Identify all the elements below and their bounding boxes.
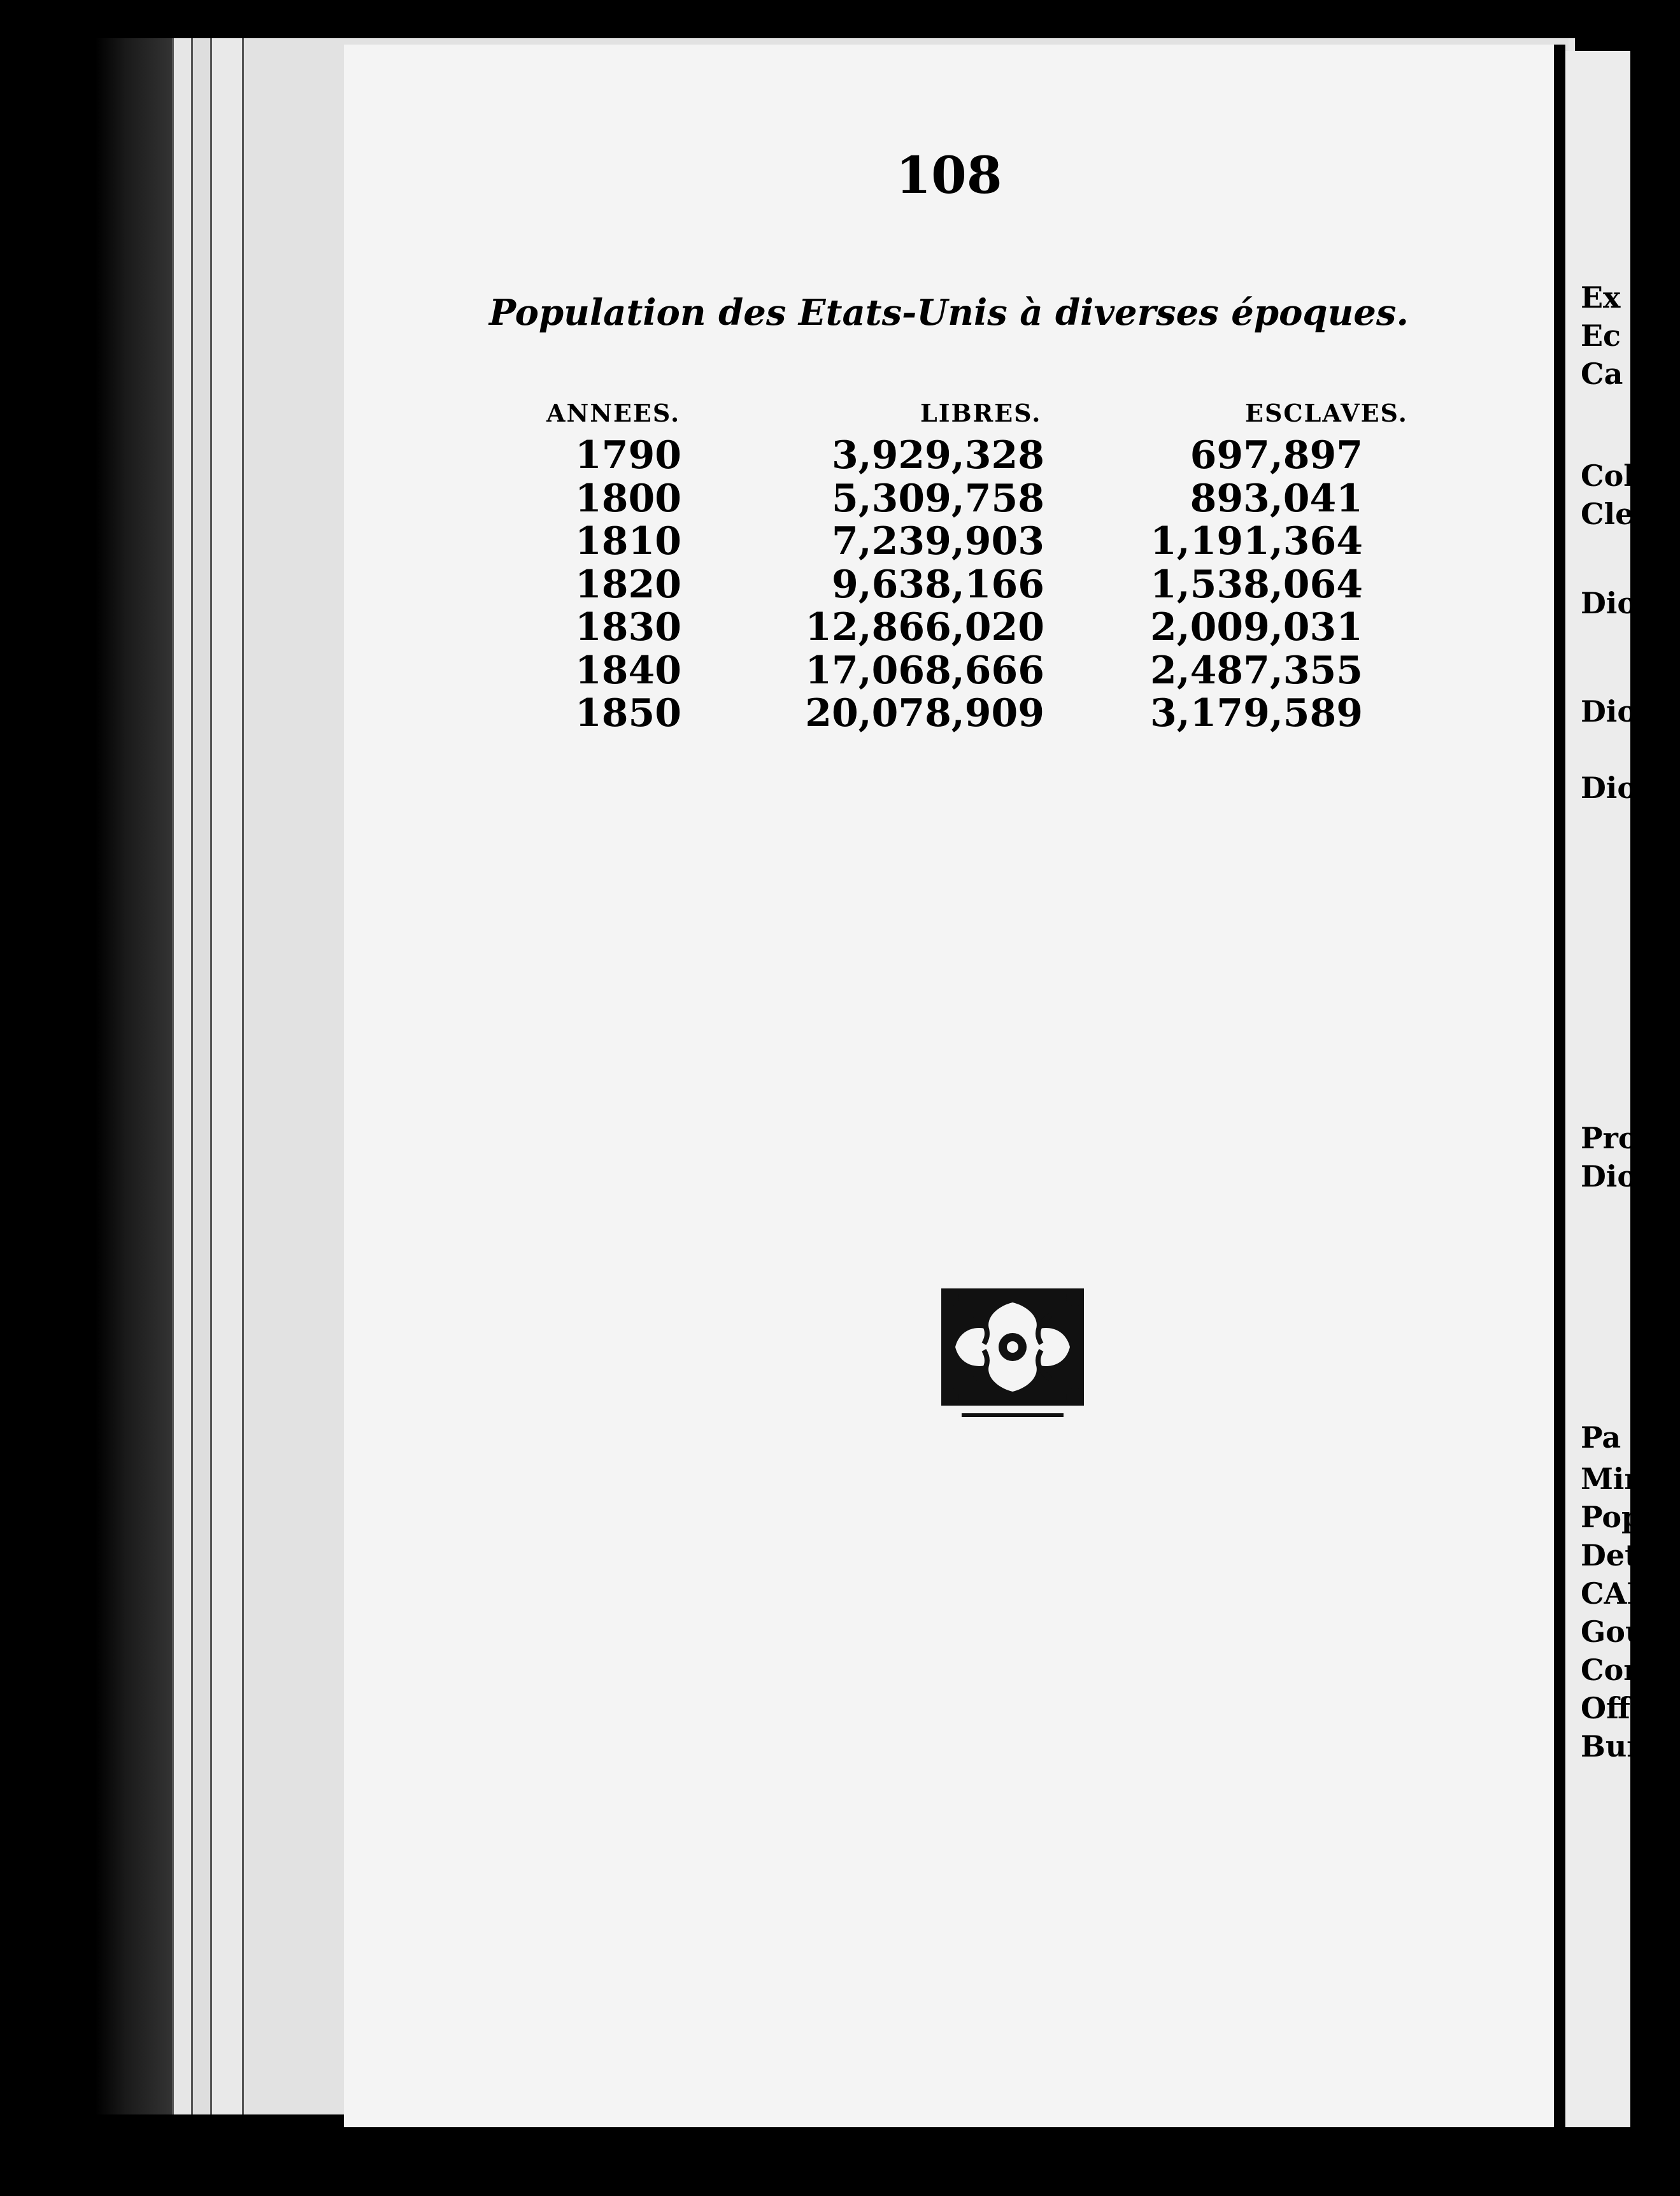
facing-text-fragment: Prov [1581,1121,1655,1155]
cell-free: 5,309,758 [831,476,1044,521]
facing-text-fragment: Col [1581,459,1635,493]
facing-text-fragment: Conse [1581,1653,1680,1687]
cell-year: 1790 [575,433,681,478]
header-slaves: ESCLAVES. [1245,399,1408,427]
page-number: 108 [895,145,1002,205]
cell-free: 7,239,903 [831,519,1044,564]
facing-text-fragment: Dioc [1581,1159,1655,1194]
cell-free: 12,866,020 [805,605,1044,650]
table-row [344,520,1554,564]
cell-slaves: 2,009,031 [1150,605,1363,650]
book-spine-shadow [96,38,172,2114]
table-header [344,399,1554,431]
population-table [344,434,1554,736]
table-row [344,478,1554,521]
facing-text-fragment: Burea [1581,1729,1680,1764]
ornament-icon [936,1283,1089,1423]
facing-text-fragment: Cle [1581,497,1634,531]
cell-free: 17,068,666 [805,648,1044,693]
header-years: ANNEES. [546,399,681,427]
facing-text-fragment: Pa [1581,1420,1621,1455]
cell-year: 1820 [575,562,681,607]
facing-text-fragment: Ca [1581,357,1623,391]
facing-text-fragment: Dio [1581,694,1637,729]
facing-text-fragment: Popu [1581,1500,1663,1534]
facing-text-fragment: Dio [1581,771,1637,805]
cell-year: 1840 [575,648,681,693]
gutter [1554,45,1565,2127]
table-row [344,650,1554,693]
facing-text-fragment: Minis [1581,1462,1674,1496]
table-row [344,606,1554,650]
facing-text-fragment: Gouv [1581,1615,1664,1649]
table-row [344,564,1554,607]
facing-text-fragment: Ex [1581,280,1621,315]
cell-year: 1800 [575,476,681,521]
cell-free: 9,638,166 [831,562,1044,607]
cell-slaves: 1,191,364 [1150,519,1363,564]
cell-year: 1850 [575,691,681,736]
facing-text-fragment: CANA [1581,1576,1677,1611]
table-row [344,434,1554,478]
cell-year: 1830 [575,605,681,650]
cell-slaves: 697,897 [1190,433,1363,478]
cell-free: 20,078,909 [805,691,1044,736]
cell-free: 3,929,328 [831,433,1044,478]
header-free: LIBRES. [920,399,1042,427]
facing-text-fragment: Dio [1581,586,1637,620]
facing-text-fragment: Ec [1581,318,1621,353]
cell-slaves: 1,538,064 [1150,562,1363,607]
table-row [344,692,1554,736]
cell-year: 1810 [575,519,681,564]
facing-text-fragment: Offici [1581,1691,1670,1725]
cell-slaves: 3,179,589 [1150,691,1363,736]
cell-slaves: 2,487,355 [1150,648,1363,693]
facing-page-edge [1565,51,1680,2127]
book-page [344,45,1554,2127]
facing-text-fragment: Dette [1581,1538,1670,1572]
page-title: Population des Etats-Unis à diverses époques. [489,292,1409,334]
cell-slaves: 893,041 [1190,476,1363,521]
